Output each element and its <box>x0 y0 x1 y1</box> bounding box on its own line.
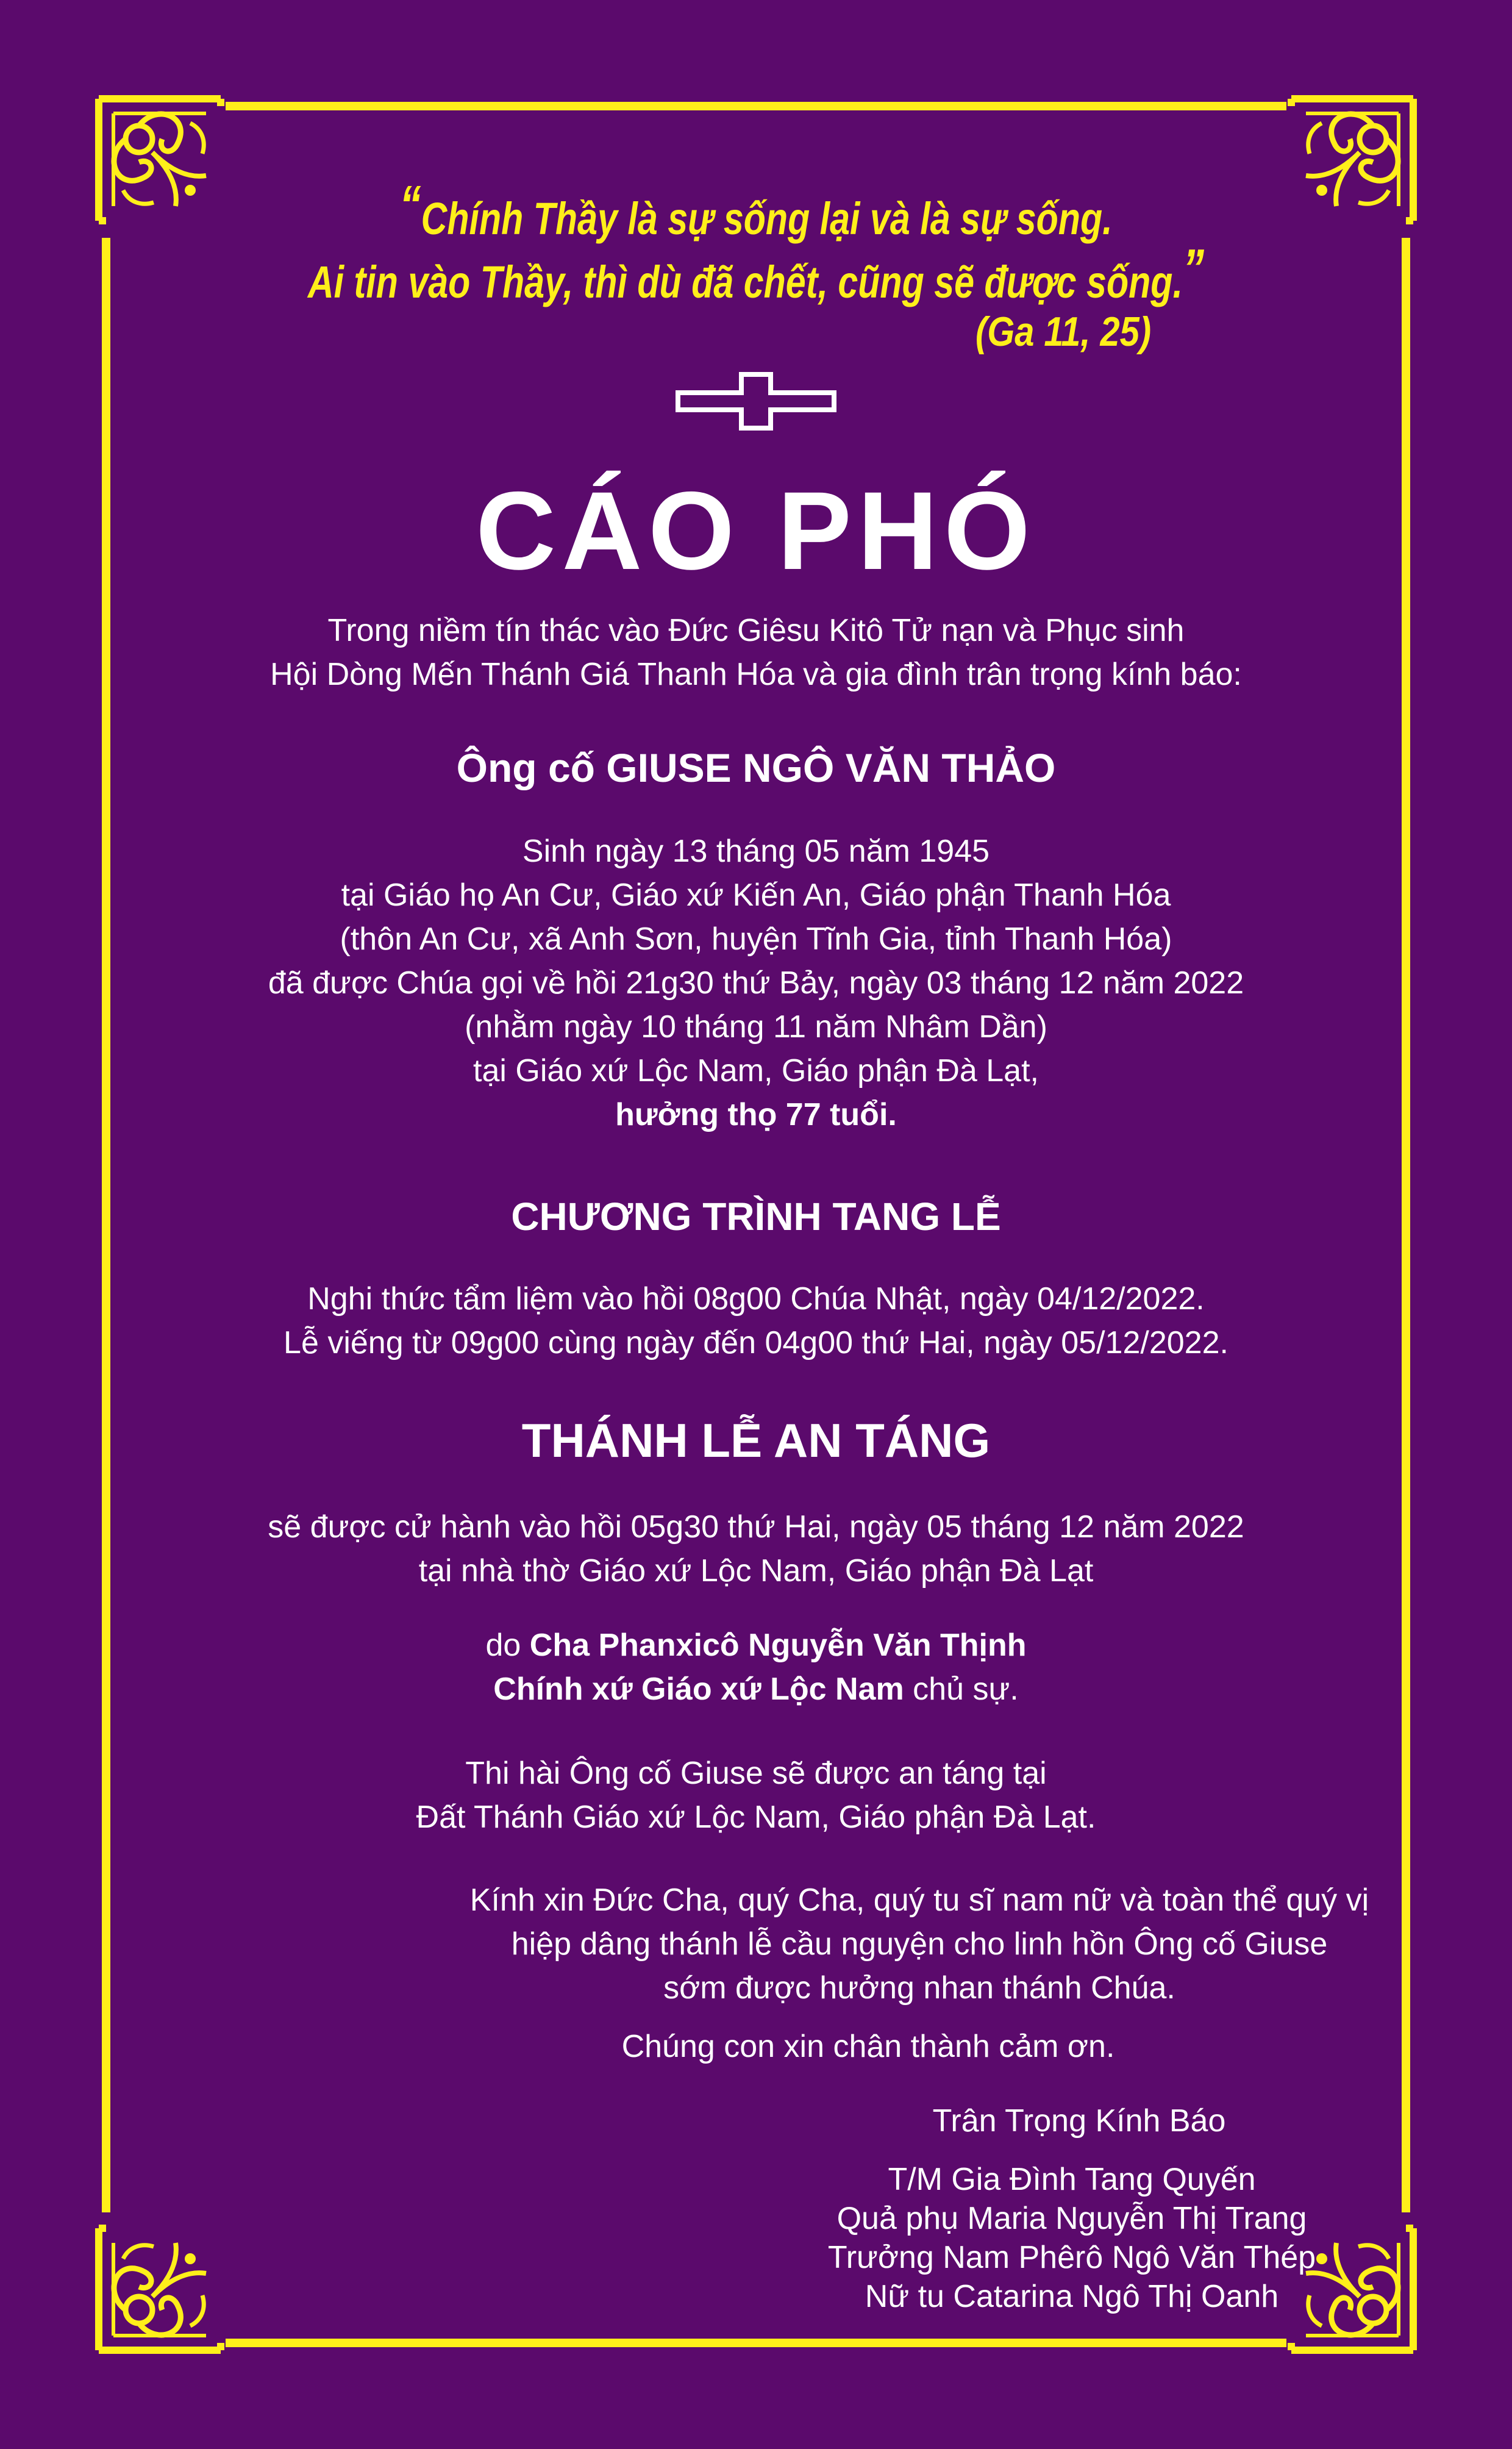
bio-line-6: tại Giáo xứ Lộc Nam, Giáo phận Đà Lạt, <box>473 1053 1039 1089</box>
thanks-line: Chúng con xin chân thành cảm ơn. <box>621 2029 1115 2064</box>
quote-open-mark: “ <box>399 174 421 235</box>
request-line-3: sớm được hưởng nhan thánh Chúa. <box>663 1970 1175 2006</box>
bio-line-3: (thôn An Cư, xã Anh Sơn, huyện Tĩnh Gia, tỉnh Thanh Hóa) <box>340 921 1172 957</box>
bio-line-5: (nhằm ngày 10 tháng 11 năm Nhâm Dần) <box>465 1009 1047 1045</box>
signatory-4: Nữ tu Catarina Ngô Thị Oanh <box>865 2279 1279 2314</box>
signatory-1: T/M Gia Đình Tang Quyến <box>888 2162 1256 2197</box>
quote-line-1: “Chính Thầy là sự sống lại và là sự sống. <box>399 174 1113 244</box>
intro-line-2: Hội Dòng Mến Thánh Giá Thanh Hóa và gia đình trân trọng kính báo: <box>270 657 1242 692</box>
mass-line-1: sẽ được cử hành vào hồi 05g30 thứ Hai, ngày 05 tháng 12 năm 2022 <box>268 1509 1244 1545</box>
bio-line-1: Sinh ngày 13 tháng 05 năm 1945 <box>522 834 990 869</box>
program-heading: CHƯƠNG TRÌNH TANG LỄ <box>511 1195 1001 1239</box>
request-line-1: Kính xin Đức Cha, quý Cha, quý tu sĩ nam nữ và toàn thể quý vị <box>469 1882 1369 1918</box>
page-title: CÁO PHÓ <box>476 468 1036 593</box>
mass-line-2: tại nhà thờ Giáo xứ Lộc Nam, Giáo phận Đà Lạt <box>418 1553 1094 1589</box>
bio-line-4: đã được Chúa gọi về hồi 21g30 thứ Bảy, ngày 03 tháng 12 năm 2022 <box>268 965 1244 1001</box>
burial-line-1: Thi hài Ông cố Giuse sẽ được an táng tại <box>465 1756 1047 1791</box>
program-line-2: Lễ viếng từ 09g00 cùng ngày đến 04g00 thứ Hai, ngày 05/12/2022. <box>284 1325 1228 1360</box>
signatory-2: Quả phụ Maria Nguyễn Thị Trang <box>836 2201 1307 2236</box>
bio-line-2: tại Giáo họ An Cư, Giáo xứ Kiến An, Giáo phận Thanh Hóa <box>341 878 1171 913</box>
quote-reference: (Ga 11, 25) <box>975 309 1152 355</box>
cross-icon <box>676 372 836 431</box>
quote-line-2: Ai tin vào Thầy, thì dù đã chết, cũng sẽ được sống.” <box>307 238 1205 307</box>
celebrant-line-2: Chính xứ Giáo xứ Lộc Nam chủ sự. <box>493 1671 1019 1707</box>
burial-line-2: Đất Thánh Giáo xứ Lộc Nam, Giáo phận Đà Lạt. <box>416 1800 1096 1835</box>
program-line-1: Nghi thức tẩm liệm vào hồi 08g00 Chúa Nhật, ngày 04/12/2022. <box>307 1281 1205 1317</box>
signatory-3: Trưởng Nam Phêrô Ngô Văn Thép <box>827 2240 1316 2275</box>
corner-ornament-bottom-left <box>99 2228 221 2350</box>
signoff: Trân Trọng Kính Báo <box>932 2103 1226 2139</box>
celebrant-role: Chính xứ Giáo xứ Lộc Nam <box>493 1671 904 1707</box>
intro-line-1: Trong niềm tín thác vào Đức Giêsu Kitô Tử nạn và Phục sinh <box>327 613 1185 648</box>
celebrant-line-1: do Cha Phanxicô Nguyễn Văn Thịnh <box>485 1628 1027 1663</box>
age-line: hưởng thọ 77 tuổi. <box>615 1097 897 1132</box>
request-line-2: hiệp dâng thánh lễ cầu nguyện cho linh hồn Ông cố Giuse <box>511 1926 1328 1962</box>
quote-close-mark: ” <box>1182 238 1205 298</box>
mass-heading: THÁNH LỄ AN TÁNG <box>521 1414 991 1467</box>
celebrant-name: Cha Phanxicô Nguyễn Văn Thịnh <box>529 1628 1027 1663</box>
deceased-name: Ông cố GIUSE NGÔ VĂN THẢO <box>456 745 1056 790</box>
